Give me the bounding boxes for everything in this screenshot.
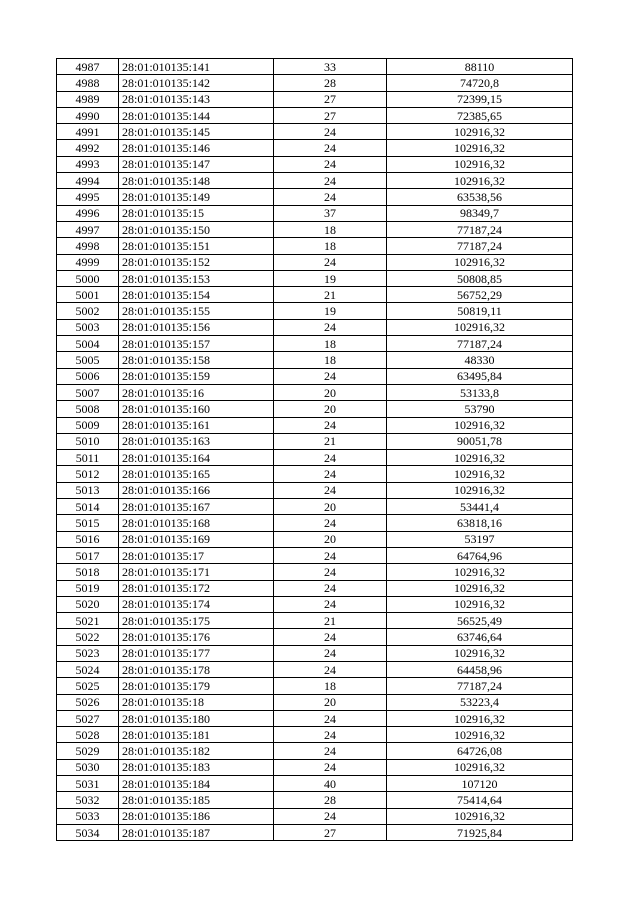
- row-number-cell: 5014: [57, 499, 119, 515]
- cadastral-number-cell: 28:01:010135:176: [119, 629, 274, 645]
- value-cell: 28: [274, 75, 387, 91]
- value-cell: 33: [274, 59, 387, 75]
- cadastral-number-cell: 28:01:010135:17: [119, 547, 274, 563]
- row-number-cell: 5015: [57, 515, 119, 531]
- cadastral-number-cell: 28:01:010135:155: [119, 303, 274, 319]
- cost-cell: 98349,7: [387, 205, 573, 221]
- row-number-cell: 5011: [57, 450, 119, 466]
- cost-cell: 64726,08: [387, 743, 573, 759]
- row-number-cell: 4988: [57, 75, 119, 91]
- cadastral-number-cell: 28:01:010135:187: [119, 824, 274, 840]
- value-cell: 20: [274, 384, 387, 400]
- cadastral-number-cell: 28:01:010135:150: [119, 221, 274, 237]
- cost-cell: 63746,64: [387, 629, 573, 645]
- cost-cell: 64764,96: [387, 547, 573, 563]
- value-cell: 21: [274, 433, 387, 449]
- table-row: [57, 238, 573, 254]
- row-number-cell: 5008: [57, 401, 119, 417]
- cost-cell: 56525,49: [387, 613, 573, 629]
- row-number-cell: 5006: [57, 368, 119, 384]
- cadastral-number-cell: 28:01:010135:168: [119, 515, 274, 531]
- value-cell: 24: [274, 645, 387, 661]
- table-row: [57, 499, 573, 515]
- cadastral-table: [56, 58, 573, 841]
- value-cell: 24: [274, 319, 387, 335]
- row-number-cell: 5028: [57, 727, 119, 743]
- table-row: [57, 401, 573, 417]
- row-number-cell: 4993: [57, 156, 119, 172]
- value-cell: 24: [274, 140, 387, 156]
- value-cell: 24: [274, 482, 387, 498]
- cadastral-number-cell: 28:01:010135:167: [119, 499, 274, 515]
- table-row: [57, 710, 573, 726]
- row-number-cell: 4987: [57, 59, 119, 75]
- row-number-cell: 5013: [57, 482, 119, 498]
- row-number-cell: 5000: [57, 270, 119, 286]
- row-number-cell: 5027: [57, 710, 119, 726]
- row-number-cell: 4998: [57, 238, 119, 254]
- cost-cell: 102916,32: [387, 759, 573, 775]
- cadastral-number-cell: 28:01:010135:151: [119, 238, 274, 254]
- value-cell: 24: [274, 596, 387, 612]
- row-number-cell: 5012: [57, 466, 119, 482]
- value-cell: 19: [274, 270, 387, 286]
- cadastral-number-cell: 28:01:010135:175: [119, 613, 274, 629]
- cost-cell: 71925,84: [387, 824, 573, 840]
- cadastral-number-cell: 28:01:010135:156: [119, 319, 274, 335]
- cost-cell: 102916,32: [387, 319, 573, 335]
- row-number-cell: 4997: [57, 221, 119, 237]
- cadastral-number-cell: 28:01:010135:152: [119, 254, 274, 270]
- table-row: [57, 270, 573, 286]
- table-row: [57, 661, 573, 677]
- cost-cell: 48330: [387, 352, 573, 368]
- cadastral-number-cell: 28:01:010135:144: [119, 107, 274, 123]
- value-cell: 24: [274, 727, 387, 743]
- cadastral-number-cell: 28:01:010135:181: [119, 727, 274, 743]
- cost-cell: 102916,32: [387, 417, 573, 433]
- table-row: [57, 287, 573, 303]
- cost-cell: 75414,64: [387, 792, 573, 808]
- value-cell: 24: [274, 808, 387, 824]
- row-number-cell: 5022: [57, 629, 119, 645]
- cadastral-number-cell: 28:01:010135:159: [119, 368, 274, 384]
- cadastral-number-cell: 28:01:010135:149: [119, 189, 274, 205]
- document-page: [56, 58, 573, 841]
- value-cell: 18: [274, 678, 387, 694]
- row-number-cell: 5019: [57, 580, 119, 596]
- cadastral-number-cell: 28:01:010135:174: [119, 596, 274, 612]
- table-row: [57, 759, 573, 775]
- cost-cell: 102916,32: [387, 482, 573, 498]
- table-row: [57, 221, 573, 237]
- row-number-cell: 5024: [57, 661, 119, 677]
- table-row: [57, 336, 573, 352]
- row-number-cell: 5005: [57, 352, 119, 368]
- cadastral-number-cell: 28:01:010135:141: [119, 59, 274, 75]
- value-cell: 27: [274, 824, 387, 840]
- value-cell: 18: [274, 238, 387, 254]
- row-number-cell: 4994: [57, 173, 119, 189]
- table-row: [57, 547, 573, 563]
- cadastral-number-cell: 28:01:010135:146: [119, 140, 274, 156]
- cadastral-number-cell: 28:01:010135:157: [119, 336, 274, 352]
- cost-cell: 63538,56: [387, 189, 573, 205]
- row-number-cell: 5020: [57, 596, 119, 612]
- value-cell: 24: [274, 124, 387, 140]
- value-cell: 24: [274, 515, 387, 531]
- value-cell: 24: [274, 368, 387, 384]
- table-row: [57, 482, 573, 498]
- table-row: [57, 319, 573, 335]
- value-cell: 18: [274, 352, 387, 368]
- cost-cell: 102916,32: [387, 254, 573, 270]
- cadastral-number-cell: 28:01:010135:179: [119, 678, 274, 694]
- value-cell: 24: [274, 450, 387, 466]
- table-row: [57, 384, 573, 400]
- cadastral-number-cell: 28:01:010135:142: [119, 75, 274, 91]
- cost-cell: 102916,32: [387, 564, 573, 580]
- row-number-cell: 4999: [57, 254, 119, 270]
- cadastral-number-cell: 28:01:010135:178: [119, 661, 274, 677]
- cadastral-number-cell: 28:01:010135:180: [119, 710, 274, 726]
- value-cell: 24: [274, 710, 387, 726]
- value-cell: 27: [274, 91, 387, 107]
- table-row: [57, 531, 573, 547]
- cost-cell: 102916,32: [387, 124, 573, 140]
- value-cell: 19: [274, 303, 387, 319]
- row-number-cell: 4991: [57, 124, 119, 140]
- row-number-cell: 5001: [57, 287, 119, 303]
- row-number-cell: 4992: [57, 140, 119, 156]
- cadastral-number-cell: 28:01:010135:147: [119, 156, 274, 172]
- cost-cell: 53441,4: [387, 499, 573, 515]
- cadastral-number-cell: 28:01:010135:166: [119, 482, 274, 498]
- cost-cell: 102916,32: [387, 710, 573, 726]
- value-cell: 20: [274, 499, 387, 515]
- value-cell: 20: [274, 531, 387, 547]
- row-number-cell: 5007: [57, 384, 119, 400]
- cadastral-number-cell: 28:01:010135:161: [119, 417, 274, 433]
- table-row: [57, 564, 573, 580]
- table-row: [57, 368, 573, 384]
- value-cell: 21: [274, 287, 387, 303]
- table-row: [57, 743, 573, 759]
- value-cell: 24: [274, 629, 387, 645]
- table-row: [57, 91, 573, 107]
- table-row: [57, 792, 573, 808]
- table-row: [57, 645, 573, 661]
- cadastral-number-cell: 28:01:010135:18: [119, 694, 274, 710]
- cost-cell: 102916,32: [387, 727, 573, 743]
- cost-cell: 72399,15: [387, 91, 573, 107]
- row-number-cell: 5033: [57, 808, 119, 824]
- cost-cell: 77187,24: [387, 221, 573, 237]
- cadastral-number-cell: 28:01:010135:16: [119, 384, 274, 400]
- value-cell: 24: [274, 743, 387, 759]
- cadastral-number-cell: 28:01:010135:145: [119, 124, 274, 140]
- value-cell: 20: [274, 694, 387, 710]
- cost-cell: 102916,32: [387, 173, 573, 189]
- cost-cell: 53197: [387, 531, 573, 547]
- value-cell: 24: [274, 547, 387, 563]
- table-row: [57, 59, 573, 75]
- row-number-cell: 5029: [57, 743, 119, 759]
- row-number-cell: 5032: [57, 792, 119, 808]
- value-cell: 27: [274, 107, 387, 123]
- cost-cell: 74720,8: [387, 75, 573, 91]
- table-row: [57, 205, 573, 221]
- cost-cell: 53223,4: [387, 694, 573, 710]
- value-cell: 28: [274, 792, 387, 808]
- row-number-cell: 4995: [57, 189, 119, 205]
- row-number-cell: 5004: [57, 336, 119, 352]
- cost-cell: 102916,32: [387, 466, 573, 482]
- table-body: [57, 59, 573, 841]
- table-row: [57, 808, 573, 824]
- table-row: [57, 678, 573, 694]
- cadastral-number-cell: 28:01:010135:15: [119, 205, 274, 221]
- row-number-cell: 5009: [57, 417, 119, 433]
- table-row: [57, 596, 573, 612]
- table-row: [57, 417, 573, 433]
- cadastral-number-cell: 28:01:010135:177: [119, 645, 274, 661]
- cost-cell: 102916,32: [387, 645, 573, 661]
- cost-cell: 102916,32: [387, 580, 573, 596]
- row-number-cell: 5025: [57, 678, 119, 694]
- cost-cell: 107120: [387, 776, 573, 792]
- row-number-cell: 5016: [57, 531, 119, 547]
- table-row: [57, 727, 573, 743]
- table-row: [57, 156, 573, 172]
- cost-cell: 77187,24: [387, 678, 573, 694]
- table-row: [57, 254, 573, 270]
- cost-cell: 72385,65: [387, 107, 573, 123]
- cadastral-number-cell: 28:01:010135:165: [119, 466, 274, 482]
- value-cell: 18: [274, 221, 387, 237]
- cadastral-number-cell: 28:01:010135:164: [119, 450, 274, 466]
- cadastral-number-cell: 28:01:010135:143: [119, 91, 274, 107]
- cadastral-number-cell: 28:01:010135:172: [119, 580, 274, 596]
- row-number-cell: 4990: [57, 107, 119, 123]
- row-number-cell: 5010: [57, 433, 119, 449]
- table-row: [57, 173, 573, 189]
- table-row: [57, 107, 573, 123]
- value-cell: 24: [274, 417, 387, 433]
- cadastral-number-cell: 28:01:010135:185: [119, 792, 274, 808]
- row-number-cell: 5018: [57, 564, 119, 580]
- row-number-cell: 5021: [57, 613, 119, 629]
- row-number-cell: 4996: [57, 205, 119, 221]
- table-row: [57, 433, 573, 449]
- cadastral-number-cell: 28:01:010135:154: [119, 287, 274, 303]
- value-cell: 24: [274, 466, 387, 482]
- value-cell: 24: [274, 173, 387, 189]
- table-row: [57, 140, 573, 156]
- cadastral-number-cell: 28:01:010135:160: [119, 401, 274, 417]
- row-number-cell: 5023: [57, 645, 119, 661]
- value-cell: 24: [274, 580, 387, 596]
- row-number-cell: 5030: [57, 759, 119, 775]
- table-row: [57, 694, 573, 710]
- table-row: [57, 466, 573, 482]
- cost-cell: 102916,32: [387, 450, 573, 466]
- value-cell: 40: [274, 776, 387, 792]
- cadastral-number-cell: 28:01:010135:158: [119, 352, 274, 368]
- cost-cell: 88110: [387, 59, 573, 75]
- value-cell: 24: [274, 564, 387, 580]
- row-number-cell: 5003: [57, 319, 119, 335]
- table-row: [57, 352, 573, 368]
- cadastral-number-cell: 28:01:010135:186: [119, 808, 274, 824]
- cadastral-number-cell: 28:01:010135:184: [119, 776, 274, 792]
- table-row: [57, 124, 573, 140]
- table-row: [57, 303, 573, 319]
- cost-cell: 63818,16: [387, 515, 573, 531]
- value-cell: 18: [274, 336, 387, 352]
- table-row: [57, 776, 573, 792]
- cost-cell: 102916,32: [387, 140, 573, 156]
- value-cell: 24: [274, 661, 387, 677]
- table-row: [57, 515, 573, 531]
- cost-cell: 102916,32: [387, 808, 573, 824]
- value-cell: 24: [274, 254, 387, 270]
- value-cell: 24: [274, 759, 387, 775]
- row-number-cell: 4989: [57, 91, 119, 107]
- table-row: [57, 613, 573, 629]
- row-number-cell: 5031: [57, 776, 119, 792]
- cost-cell: 50819,11: [387, 303, 573, 319]
- cost-cell: 64458,96: [387, 661, 573, 677]
- cost-cell: 77187,24: [387, 336, 573, 352]
- table-row: [57, 580, 573, 596]
- cadastral-number-cell: 28:01:010135:148: [119, 173, 274, 189]
- cadastral-number-cell: 28:01:010135:153: [119, 270, 274, 286]
- row-number-cell: 5002: [57, 303, 119, 319]
- table-row: [57, 824, 573, 840]
- cadastral-number-cell: 28:01:010135:182: [119, 743, 274, 759]
- value-cell: 24: [274, 189, 387, 205]
- cost-cell: 50808,85: [387, 270, 573, 286]
- value-cell: 21: [274, 613, 387, 629]
- cadastral-number-cell: 28:01:010135:163: [119, 433, 274, 449]
- row-number-cell: 5034: [57, 824, 119, 840]
- value-cell: 24: [274, 156, 387, 172]
- cost-cell: 56752,29: [387, 287, 573, 303]
- cost-cell: 102916,32: [387, 156, 573, 172]
- cadastral-number-cell: 28:01:010135:169: [119, 531, 274, 547]
- cost-cell: 90051,78: [387, 433, 573, 449]
- cadastral-number-cell: 28:01:010135:171: [119, 564, 274, 580]
- table-row: [57, 189, 573, 205]
- row-number-cell: 5026: [57, 694, 119, 710]
- cost-cell: 77187,24: [387, 238, 573, 254]
- cost-cell: 53790: [387, 401, 573, 417]
- cost-cell: 53133,8: [387, 384, 573, 400]
- cost-cell: 102916,32: [387, 596, 573, 612]
- value-cell: 37: [274, 205, 387, 221]
- table-row: [57, 450, 573, 466]
- cost-cell: 63495,84: [387, 368, 573, 384]
- table-row: [57, 75, 573, 91]
- value-cell: 20: [274, 401, 387, 417]
- table-row: [57, 629, 573, 645]
- cadastral-number-cell: 28:01:010135:183: [119, 759, 274, 775]
- row-number-cell: 5017: [57, 547, 119, 563]
